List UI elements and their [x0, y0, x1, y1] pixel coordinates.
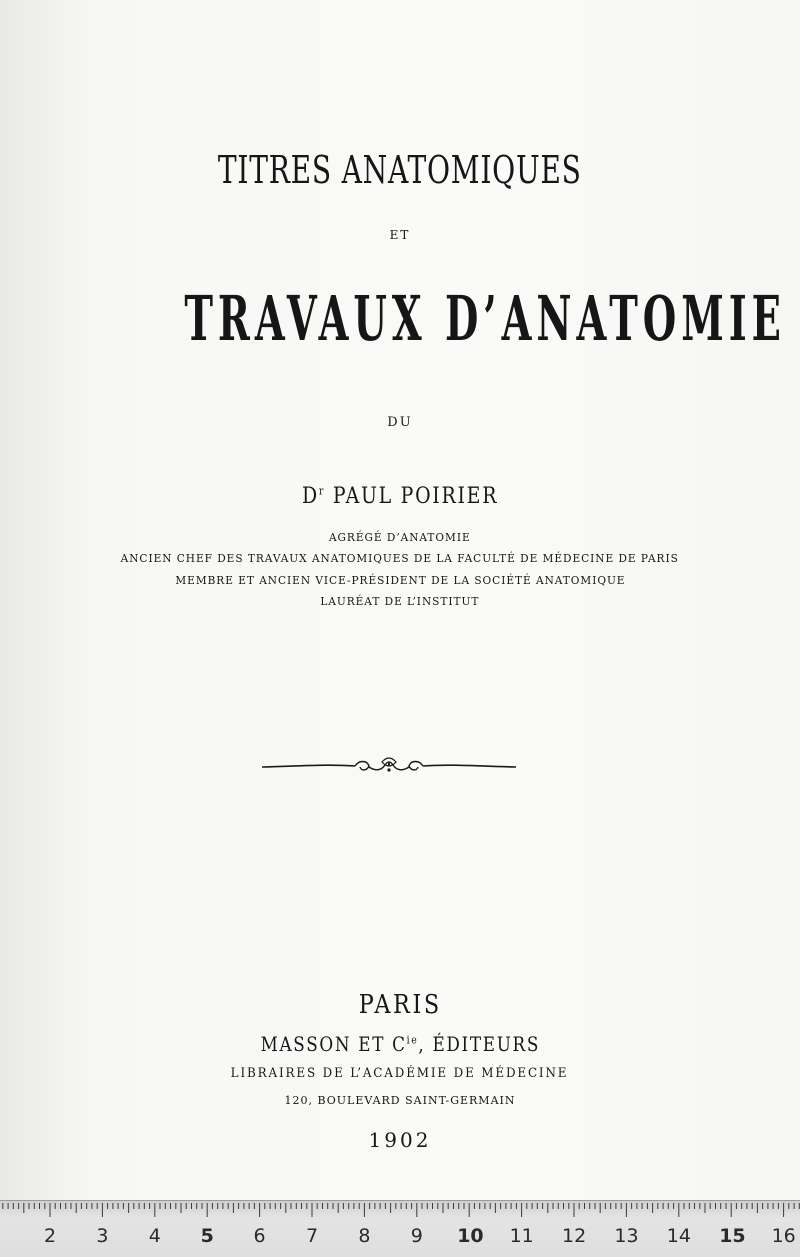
title-conjunction: ET: [389, 228, 411, 242]
ruler-label: 5: [200, 1225, 214, 1247]
ruler-label: 12: [562, 1225, 587, 1247]
imprint-city: PARIS: [358, 990, 442, 1020]
measurement-ruler: [0, 1200, 800, 1257]
ruler-label: 14: [666, 1225, 691, 1247]
ruler-label: 15: [719, 1225, 746, 1247]
author-name: $D^r$ PAUL POIRIER: [301, 484, 499, 509]
title-line-1: TITRES ANATOMIQUES: [218, 148, 582, 192]
credential-line: MEMBRE ET ANCIEN VICE-PRÉSIDENT DE LA SOCIÉTÉ ANATOMIQUE: [174, 574, 626, 587]
credential-line: AGRÉGÉ D’ANATOMIE: [329, 531, 471, 544]
imprint-address: 120, BOULEVARD SAINT-GERMAIN: [284, 1094, 516, 1107]
imprint-year: 1902: [368, 1128, 432, 1152]
ruler-label: 6: [253, 1225, 266, 1247]
ornament-divider: [260, 752, 518, 782]
ruler-label: 2: [43, 1225, 57, 1247]
ruler-label: 3: [96, 1225, 109, 1247]
credential-line: LAURÉAT DE L’INSTITUT: [320, 595, 480, 608]
title-line-2: TRAVAUX D’ANATOMIE: [184, 282, 786, 355]
ruler-label: 9: [410, 1225, 423, 1247]
credential-line: ANCIEN CHEF DES TRAVAUX ANATOMIQUES DE LA FACULTÉ DE MÉDECINE DE PARIS: [120, 552, 680, 565]
ruler-label: 13: [614, 1225, 639, 1247]
ruler-label: 7: [305, 1225, 319, 1247]
ruler-label: 11: [509, 1225, 534, 1247]
ruler-label: 10: [457, 1225, 484, 1247]
title-preposition: DU: [387, 415, 413, 430]
ruler-label: 8: [358, 1225, 371, 1247]
ruler-label: 4: [148, 1225, 161, 1247]
ruler-label: 16: [771, 1225, 796, 1247]
imprint-libraires: LIBRAIRES DE L’ACADÉMIE DE MÉDECINE: [231, 1066, 569, 1081]
imprint-publisher: MASSON ET $C^{ie}$, ÉDITEURS: [260, 1032, 540, 1056]
